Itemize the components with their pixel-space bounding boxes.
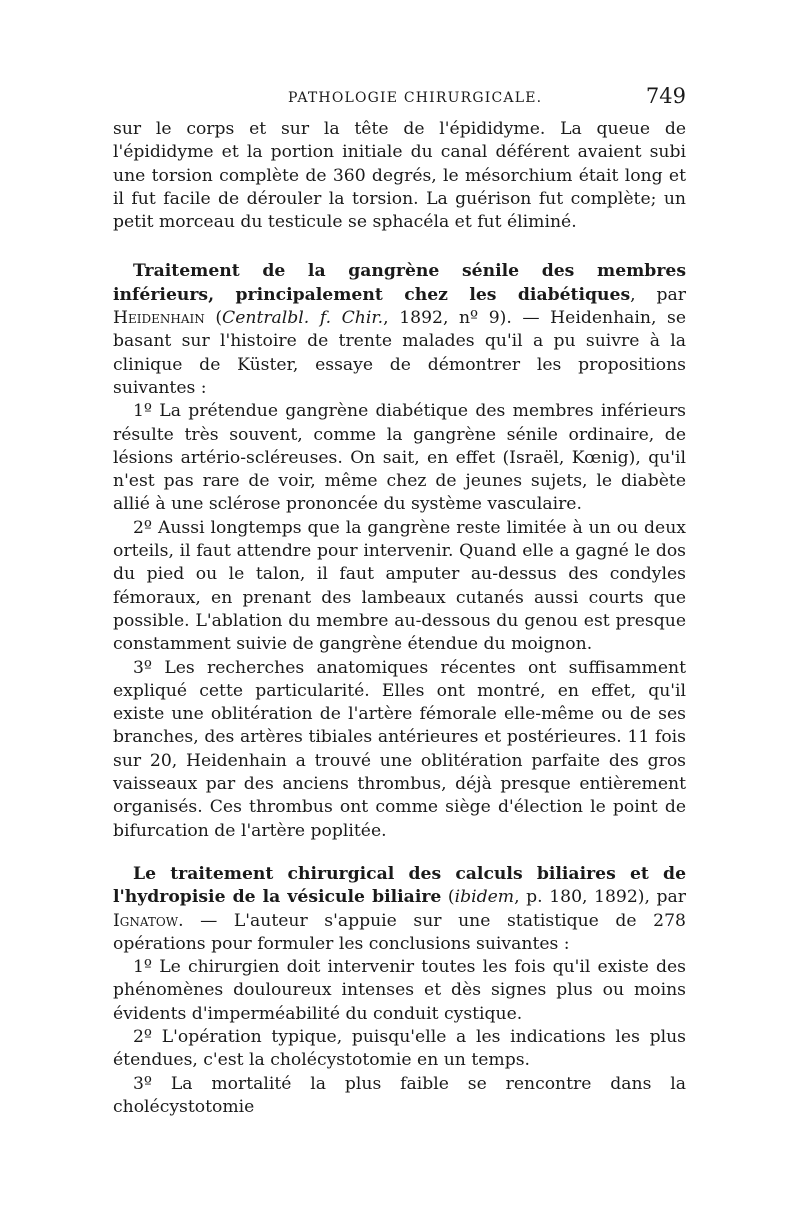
reference-open: ( [441,887,455,908]
page-number: 749 [645,84,686,108]
numbered-point: 2º L'opération typique, puisqu'elle a les indications les plus étendues, c'est la cholécystotomie en un temps. [113,1026,686,1071]
numbered-point: 3º La mortalité la plus faible se rencontre dans la cholécystotomie [113,1073,686,1117]
article-author: Heidenhain [113,308,205,329]
author-connector: , par [630,284,686,305]
article-summary: . — L'auteur s'appuie sur une statistique de 278 opérations pour formuler les conclusions suivantes : [113,910,686,954]
reference-text: , 1892, nº 9). — Heidenhain, se basant sur l'histoire de trente malades qu'il a pu suivre à la clinique de Küster, essaye de démontrer les propositions suivantes : [113,308,686,398]
reference-text: , p. 180, 1892), par [514,887,687,908]
article-author: Ignatow [113,910,179,931]
journal-name: Centralbl. f. Chir. [222,308,384,329]
running-title: PATHOLOGIE CHIRURGICALE. [288,90,543,106]
article-heidenhain-intro [113,260,686,400]
numbered-point: 1º La prétendue gangrène diabétique des membres inférieurs résulte très souvent, comme la gangrène sénile ordinaire, de lésions artério-scléreuses. On sait, en effet (Israël, Kœnig), qu'il n'est pas rare de voir, même chez de jeunes sujets, le diabète allié à une sclérose prononcée du système vasculaire. [113,401,686,515]
article-ignatow-intro [113,863,686,956]
journal-name: ibidem [454,887,515,908]
numbered-point: 3º Les recherches anatomiques récentes ont suffisamment expliqué cette particularité. Elles ont montré, en effet, qu'il existe une oblitération de l'artère fémorale elle-même ou de ses branches, des artères tibiales antérieures et postérieures. 11 fois sur 20, Heidenhain a trouvé une oblitération parfaite des gros vaisseaux par des anciens thrombus, déjà presque entièrement organisés. Ces thrombus ont comme siège d'élection le point de bifurcation de l'artère poplitée. [113,657,686,841]
intro-paragraph: sur le corps et sur la tête de l'épididyme. La queue de l'épididyme et la portion initiale du canal déférent avaient subi une torsion complète de 360 degrés, le mésorchium était long et il fut facile de dérouler la torsion. La guérison fut complète; un petit morceau du testicule se sphacéla et fut éliminé. [113,119,686,233]
page-header [113,84,686,118]
numbered-point: 1º Le chirurgien doit intervenir toutes les fois qu'il existe des phénomènes douloureux intenses et dès signes plus ou moins évidents d'imperméabilité du conduit cystique. [113,957,686,1024]
article-title: Traitement de la gangrène sénile des membres inférieurs, principalement chez les diabétiques [113,261,686,305]
page-body [113,118,686,1119]
reference-open: ( [204,308,223,329]
numbered-point: 2º Aussi longtemps que la gangrène reste limitée à un ou deux orteils, il faut attendre pour intervenir. Quand elle a gagné le dos du pied ou le talon, il faut amputer au-dessus des condyles fémoraux, en prenant des lambeaux cutanés aussi courts que possible. L'ablation du membre au-dessous du genou est presque constamment suivie de gangrène étendue du moignon. [113,517,686,655]
article-title: Le traitement chirurgical des calculs biliaires et de l'hydropisie de la vésicule biliaire [113,863,686,908]
